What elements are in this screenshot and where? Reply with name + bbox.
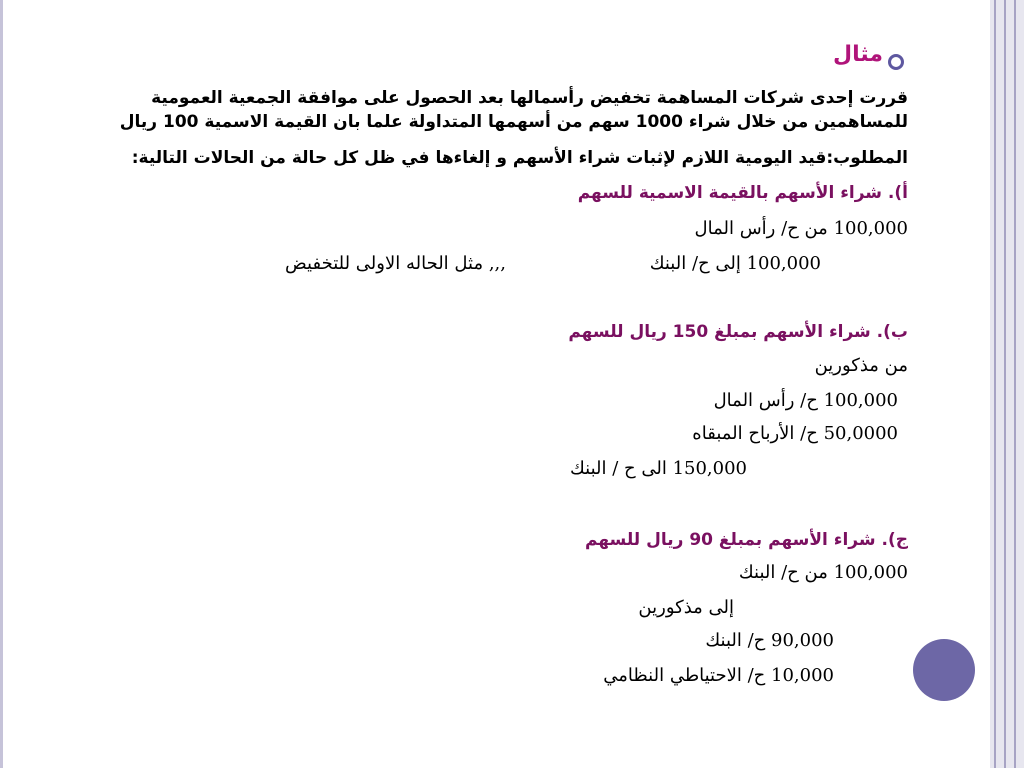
case-b-line-3: 50,0000 ح/ الأرباح المبقاه xyxy=(692,423,898,444)
case-c-line-4: 10,000 ح/ الاحتياطي النظامي xyxy=(603,665,834,686)
left-frame-line xyxy=(0,0,3,768)
case-b-header: ب). شراء الأسهم بمبلغ 150 ريال للسهم xyxy=(568,322,908,342)
case-c-line-1: 100,000 من ح/ البنك xyxy=(738,562,908,583)
right-frame-band xyxy=(990,0,1024,768)
required-text: المطلوب:قيد اليومية اللازم لإثبات شراء الأسهم و إلغاءها في ظل كل حالة من الحالات التالية: xyxy=(131,148,908,168)
case-a-line-2: 100,000 إلى ح/ البنك xyxy=(649,253,821,274)
decorative-circle xyxy=(913,639,975,701)
case-b-line-1: من مذكورين xyxy=(814,355,908,376)
case-c-line-3: 90,000 ح/ البنك xyxy=(705,630,834,651)
case-a-header: أ). شراء الأسهم بالقيمة الاسمية للسهم xyxy=(577,183,908,203)
bullet-icon xyxy=(888,54,904,70)
case-a-line-1: 100,000 من ح/ رأس المال xyxy=(694,218,908,239)
case-b-line-2: 100,000 ح/ رأس المال xyxy=(713,390,898,411)
intro-line-2: للمساهمين من خلال شراء 1000 سهم من أسهمها المتداولة علما بان القيمة الاسمية 100 ريال xyxy=(119,112,908,132)
case-a-note: ,,, مثل الحاله الاولى للتخفيض xyxy=(284,253,506,274)
case-b-line-4: 150,000 الى ح / البنك xyxy=(569,458,747,479)
slide-title: مثال xyxy=(833,42,883,67)
case-c-header: ج). شراء الأسهم بمبلغ 90 ريال للسهم xyxy=(585,530,908,550)
intro-line-1: قررت إحدى شركات المساهمة تخفيض رأسمالها بعد الحصول على موافقة الجمعية العمومية xyxy=(151,88,908,108)
case-c-line-2: إلى مذكورين xyxy=(638,597,734,618)
